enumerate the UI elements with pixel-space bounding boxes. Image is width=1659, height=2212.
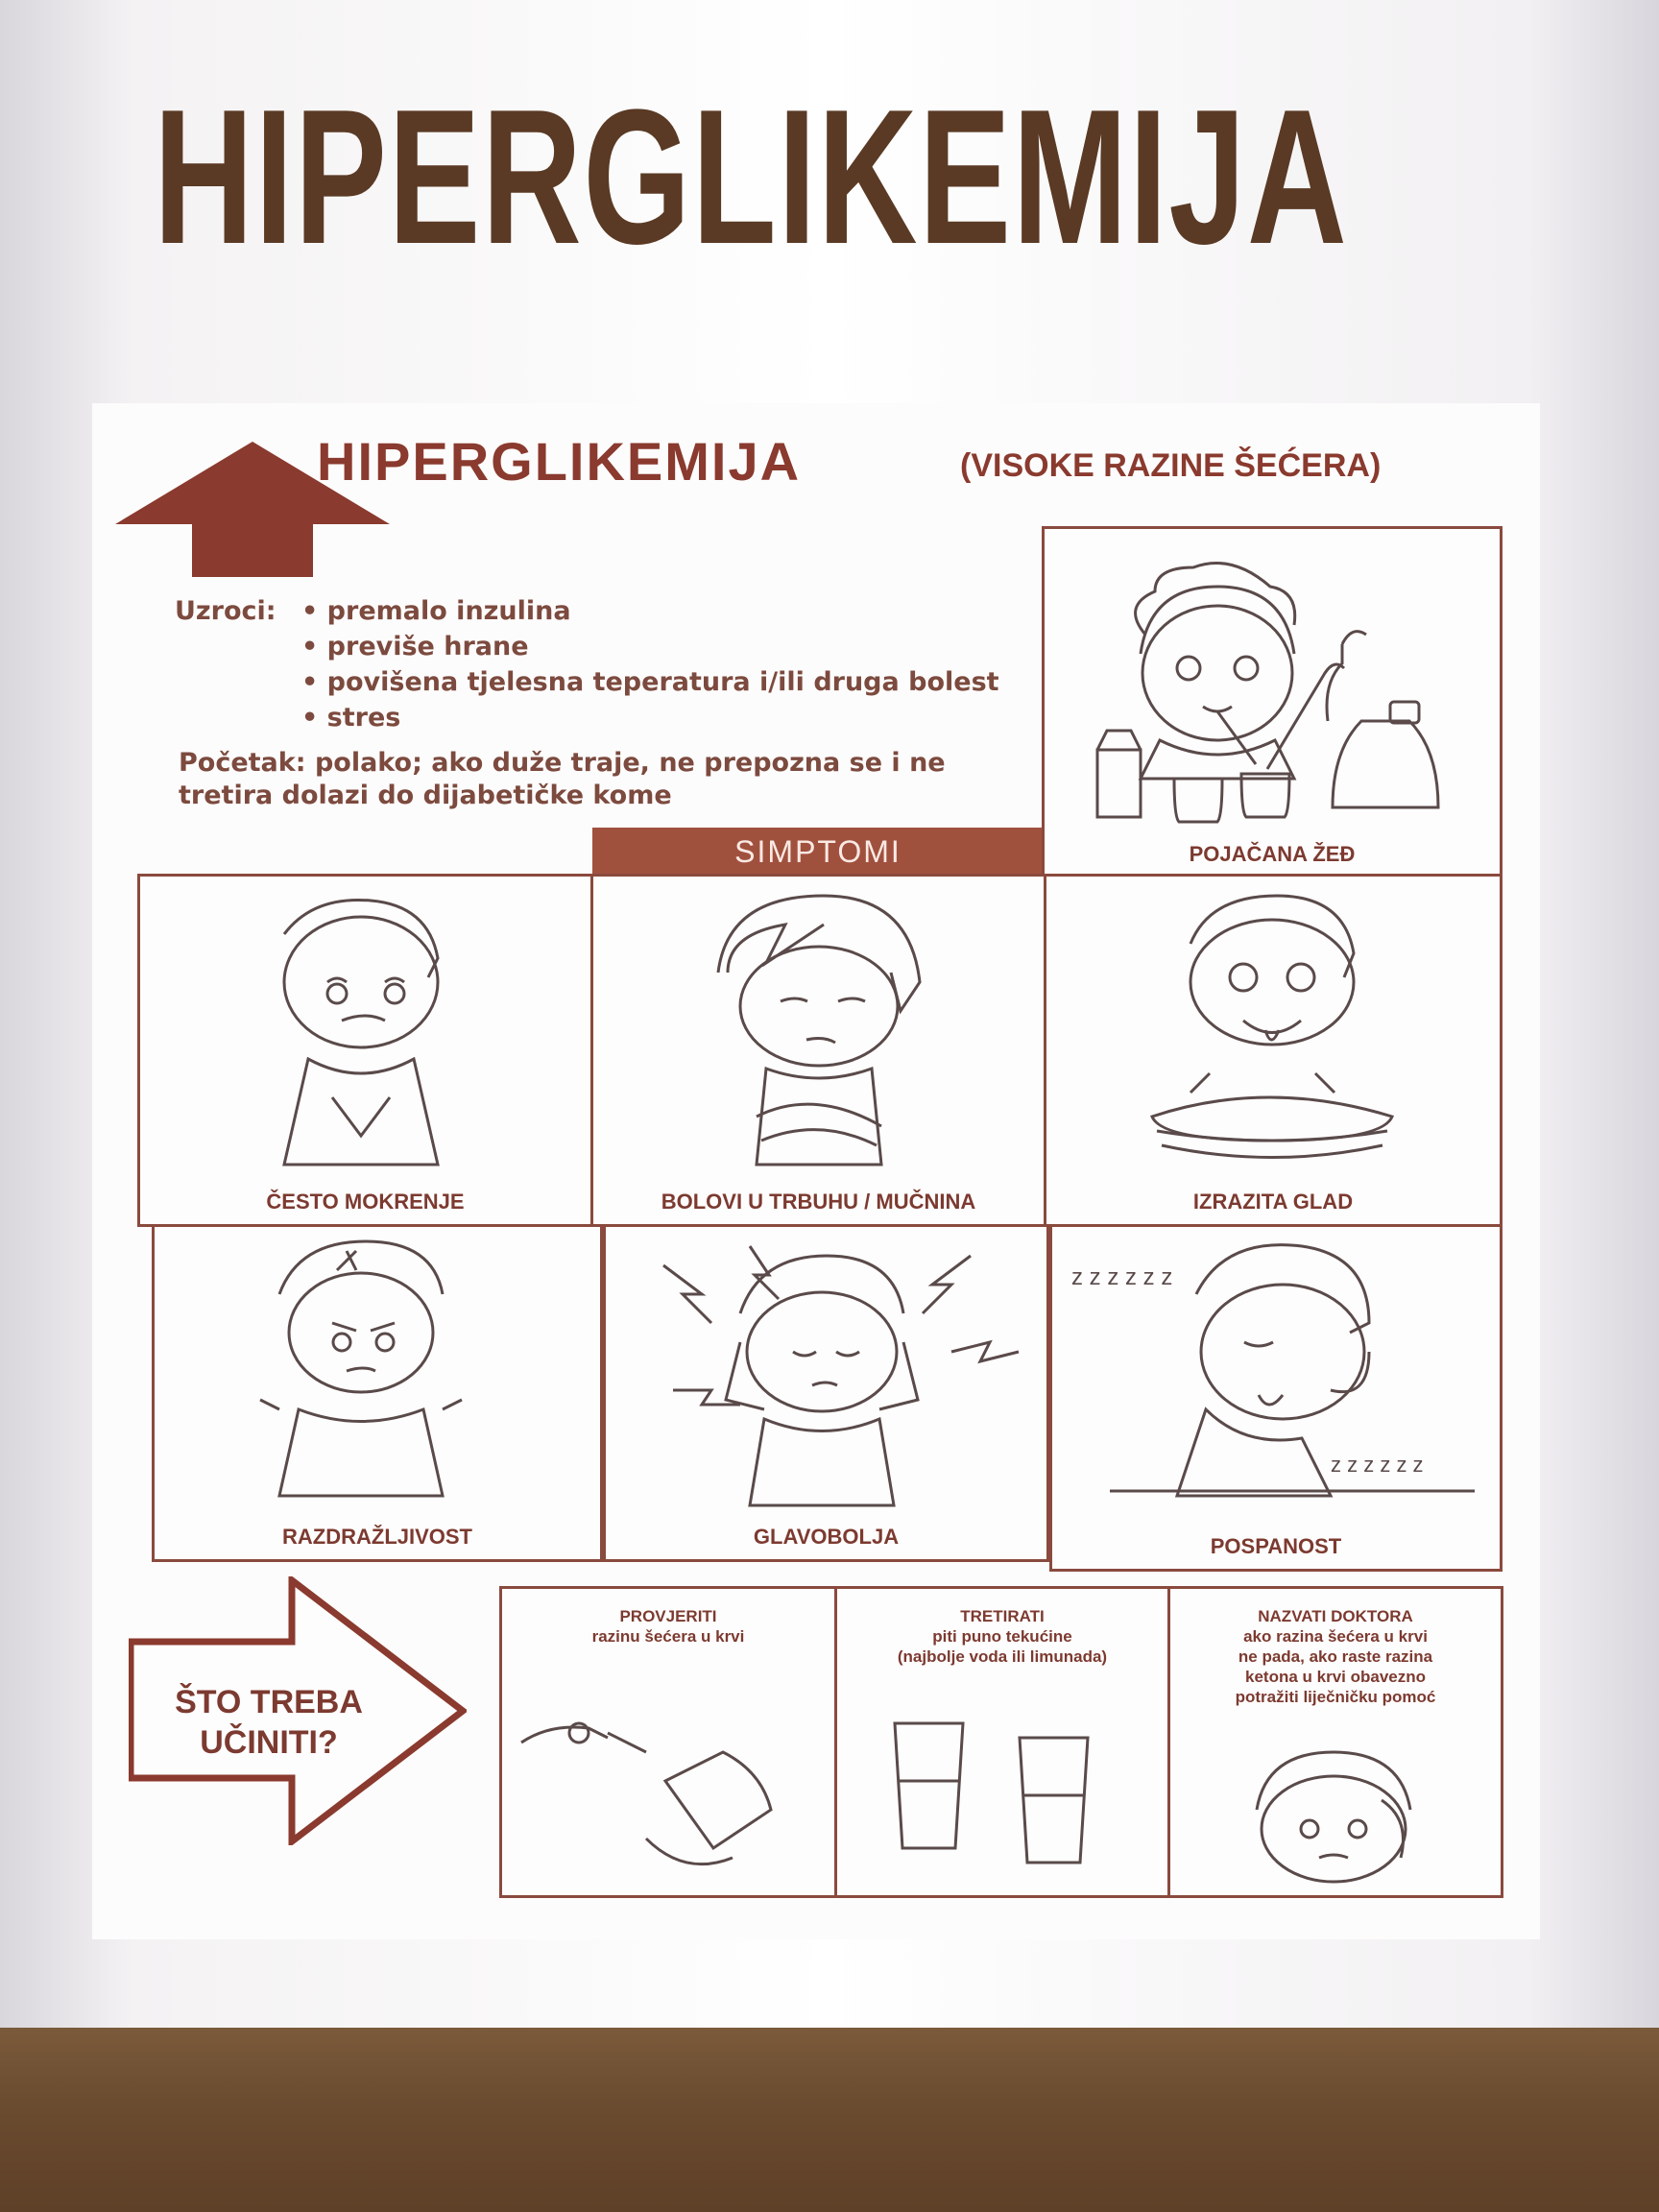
floor [0,2028,1659,2212]
action-line: piti puno tekućine [932,1627,1072,1646]
symptom-hunger-panel [1044,874,1503,1227]
symptom-thirst-panel [1042,526,1503,879]
action-treat-panel [834,1586,1170,1898]
action-check-panel [499,1586,837,1898]
action-prompt-line: UČINITI? [200,1724,338,1761]
symptom-label: POSPANOST [1210,1534,1342,1558]
glucose-meter-illustration [502,1589,834,1895]
action-line: potražiti liječničku pomoć [1235,1688,1436,1706]
child-irritability-illustration [155,1227,600,1515]
action-title: PROVJERITI [619,1607,717,1625]
causes-list [301,593,999,735]
symptom-urination-panel [137,874,593,1227]
symptom-sleepiness-panel [1049,1224,1503,1572]
causes-label: Uzroci: [175,596,276,626]
symptom-label: GLAVOBOLJA [753,1525,900,1549]
sick-child-illustration [1170,1589,1501,1895]
action-line: (najbolje voda ili limunada) [897,1647,1108,1666]
zzz-mark: z z z z z z [1071,1264,1173,1290]
onset-text: polako; ako duže traje, ne prepozna se i ne tretira dolazi do dijabetičke kome [179,748,946,810]
child-stomach-pain-illustration [593,877,1044,1184]
symptom-headache-panel [603,1224,1049,1562]
child-headache-illustration [606,1227,1046,1515]
onset-label: Početak: [179,748,306,778]
action-title: TRETIRATI [960,1607,1045,1625]
symptom-label: POJAČANA ŽEĐ [1189,842,1356,866]
symptom-stomach-pain-panel [590,874,1046,1227]
water-glasses-illustration [837,1589,1167,1895]
zzz-mark: z z z z z z [1331,1453,1424,1477]
action-line: ketona u krvi obavezno [1245,1668,1426,1686]
poster-subheading: (VISOKE RAZINE ŠEĆERA) [960,447,1382,484]
slide-title: HIPERGLIKEMIJA [154,70,1349,284]
action-call-doctor-panel [1167,1586,1503,1898]
child-hunger-illustration [1046,877,1500,1184]
child-urination-illustration [140,877,590,1184]
symptom-label: ČESTO MOKRENJE [266,1190,465,1214]
symptom-label: IZRAZITA GLAD [1192,1190,1354,1214]
poster-heading: HIPERGLIKEMIJA [317,431,802,492]
cause-item: • stres [301,700,999,735]
symptoms-header: SIMPTOMI [592,828,1044,876]
action-line: ako razina šećera u krvi [1243,1627,1428,1646]
action-prompt-line: ŠTO TREBA [175,1684,363,1720]
cause-item: • previše hrane [301,629,999,664]
action-line: razinu šećera u krvi [591,1627,745,1646]
cause-item: • premalo inzulina [301,593,999,629]
action-line: ne pada, ako raste razina [1238,1647,1433,1666]
child-drinking-illustration [1045,529,1500,836]
action-title: NAZVATI DOKTORA [1258,1607,1413,1625]
symptom-irritability-panel [152,1224,603,1562]
child-sleepiness-illustration [1052,1227,1500,1525]
symptom-label: RAZDRAŽLJIVOST [282,1525,472,1549]
action-prompt [154,1682,384,1763]
onset-block [179,747,1004,812]
symptom-label: BOLOVI U TRBUHU / MUČNINA [661,1190,976,1214]
cause-item: • povišena tjelesna teperatura i/ili druga bolest [301,664,999,700]
